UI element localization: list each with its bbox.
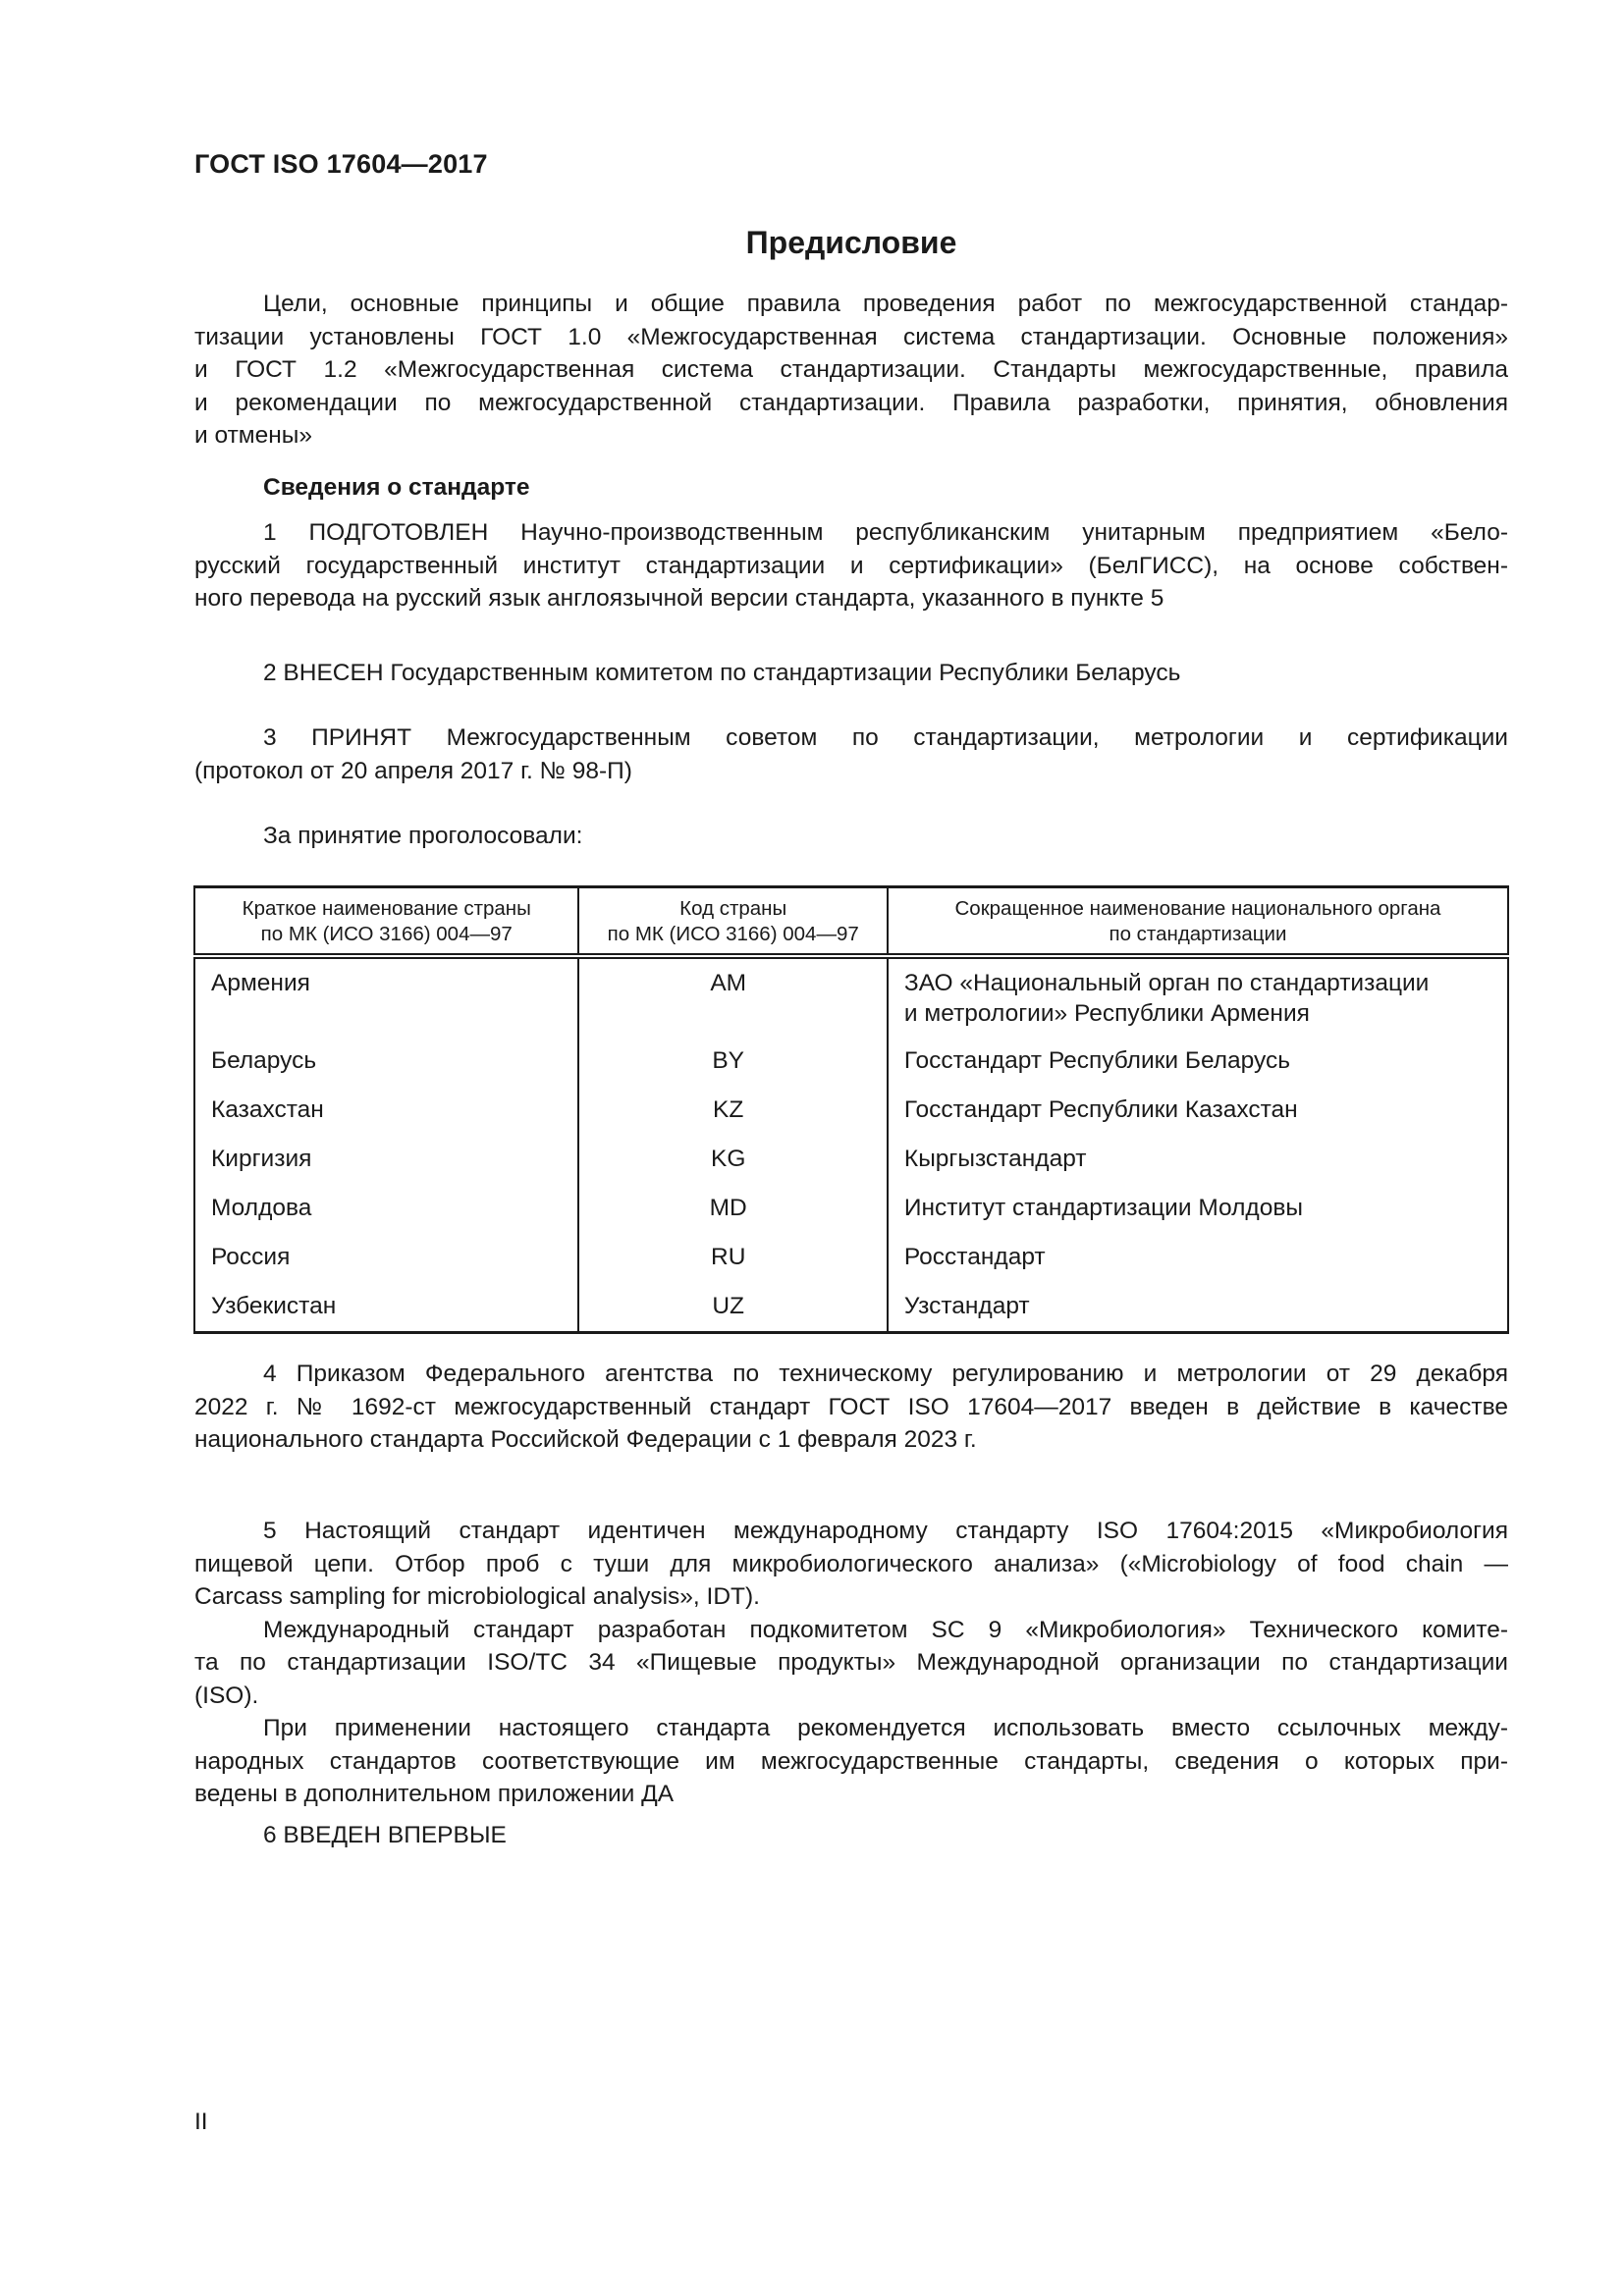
page-title: Предисловие: [745, 225, 957, 260]
text-line: 4 Приказом Федерального агентства по техническому регулированию и метрологии от 29 декабря: [263, 1361, 1508, 1387]
text-line: Carcass sampling for microbiological analysis», IDT).: [194, 1583, 760, 1610]
body-text: ЗАО «Национальный орган по стандартизации: [903, 969, 1430, 996]
standard-info-heading: Сведения о стандарте: [263, 474, 530, 501]
text-line: 3 ПРИНЯТ Межгосударственным советом по стандартизации, метрологии и сертификации: [263, 724, 1508, 751]
item-6-first-introduced: [194, 1819, 1508, 1852]
header-text: Код страны: [679, 897, 787, 920]
text-line: и отмены»: [194, 422, 313, 449]
header-country-code: [578, 887, 887, 956]
text-line: 5 Настоящий стандарт идентичен международному стандарту ISO 17604:2015 «Микробиология: [263, 1518, 1508, 1544]
table-row: [194, 1037, 1508, 1086]
country-code-cell: AM: [578, 956, 887, 1037]
text-line: (протокол от 20 апреля 2017 г. № 98-П): [194, 757, 632, 784]
item-2-introduced: [194, 657, 1508, 690]
text-line: Международный стандарт разработан подкомитетом SC 9 «Микробиология» Технического комите-: [263, 1616, 1508, 1643]
national-body-cell: Госстандарт Республики Казахстан: [888, 1086, 1508, 1135]
national-body-cell: Росстандарт: [888, 1233, 1508, 1282]
table-row: [194, 1184, 1508, 1233]
country-name-cell: Узбекистан: [194, 1282, 578, 1333]
national-body-cell: Кыргызстандарт: [888, 1135, 1508, 1184]
text-line: 1 ПОДГОТОВЛЕН Научно-производственным республиканским унитарным предприятием «Бело-: [263, 519, 1508, 546]
text-line: и ГОСТ 1.2 «Межгосударственная система стандартизации. Стандарты межгосударственные, правила: [194, 356, 1508, 383]
header-text: Сокращенное наименование национального органа: [954, 897, 1441, 920]
table-row: [194, 1233, 1508, 1282]
text-line: тизации установлены ГОСТ 1.0 «Межгосударственная система стандартизации. Основные положения»: [194, 323, 1508, 350]
text-line: ного перевода на русский язык англоязычной версии стандарта, указанного в пункте 5: [194, 585, 1164, 612]
header-national-body: [888, 887, 1508, 956]
country-code-cell: MD: [578, 1184, 887, 1233]
table-row: [194, 1086, 1508, 1135]
text-line: 2022 г. № 1692-ст межгосударственный стандарт ГОСТ ISO 17604—2017 введен в действие в качестве: [194, 1393, 1508, 1420]
country-name-cell: Казахстан: [194, 1086, 578, 1135]
header-country-name: [194, 887, 578, 956]
item-5-identical: [194, 1515, 1508, 1811]
country-name-cell: Молдова: [194, 1184, 578, 1233]
header-text: Краткое наименование страны: [242, 897, 531, 920]
text-line: и рекомендации по межгосударственной стандартизации. Правила разработки, принятия, обновления: [194, 389, 1508, 416]
text-line: 6 ВВЕДЕН ВПЕРВЫЕ: [263, 1822, 507, 1848]
country-code-cell: KG: [578, 1135, 887, 1184]
intro-paragraph: [194, 288, 1508, 453]
country-name-cell: Беларусь: [194, 1037, 578, 1086]
text-line: При применении настоящего стандарта рекомендуется использовать вместо ссылочных между-: [263, 1715, 1508, 1741]
national-body-cell: Узстандарт: [888, 1282, 1508, 1333]
item-3-adopted: [194, 721, 1508, 787]
table-row: [194, 956, 1508, 1037]
text-line: национального стандарта Российской Федерации с 1 февраля 2023 г.: [194, 1426, 977, 1453]
table-header-row: [194, 887, 1508, 956]
item-1-prepared: [194, 516, 1508, 615]
header-text: по МК (ИСО 3166) 004—97: [607, 923, 859, 945]
country-code-cell: RU: [578, 1233, 887, 1282]
body-text: и метрологии» Республики Армения: [903, 999, 1310, 1027]
country-name-cell: Армения: [194, 956, 578, 1037]
country-code-cell: KZ: [578, 1086, 887, 1135]
header-text: по МК (ИСО 3166) 004—97: [260, 923, 513, 945]
text-line: русский государственный институт стандартизации и сертификации» (БелГИСС), на основе собствен-: [194, 552, 1508, 579]
text-line: 2 ВНЕСЕН Государственным комитетом по стандартизации Республики Беларусь: [263, 660, 1181, 686]
text-line: ведены в дополнительном приложении ДА: [194, 1781, 675, 1807]
table-row: [194, 1282, 1508, 1333]
voted-label: [194, 820, 1508, 853]
text-line: (ISO).: [194, 1682, 259, 1709]
national-body-cell: Институт стандартизации Молдовы: [888, 1184, 1508, 1233]
table-row: [194, 1135, 1508, 1184]
text-line: Цели, основные принципы и общие правила проведения работ по межгосударственной стандар-: [263, 291, 1508, 317]
country-name-cell: Киргизия: [194, 1135, 578, 1184]
national-body-cell: [888, 956, 1508, 1037]
text-line: За принятие проголосовали:: [263, 823, 583, 849]
national-body-cell: Госстандарт Республики Беларусь: [888, 1037, 1508, 1086]
country-code-cell: BY: [578, 1037, 887, 1086]
text-line: та по стандартизации ISO/TC 34 «Пищевые продукты» Международной организации по стандартизации: [194, 1649, 1508, 1676]
text-line: пищевой цепи. Отбор проб с туши для микробиологического анализа» («Microbiology of food chain —: [194, 1550, 1508, 1577]
page-number: II: [194, 2109, 208, 2135]
country-code-cell: UZ: [578, 1282, 887, 1333]
document-code-header: ГОСТ ISO 17604—2017: [194, 149, 488, 179]
country-name-cell: Россия: [194, 1233, 578, 1282]
item-4-order: [194, 1358, 1508, 1457]
text-line: народных стандартов соответствующие им межгосударственные стандарты, сведения о которых при-: [194, 1747, 1508, 1775]
header-text: по стандартизации: [1109, 923, 1287, 945]
voting-countries-table: [193, 885, 1509, 1334]
